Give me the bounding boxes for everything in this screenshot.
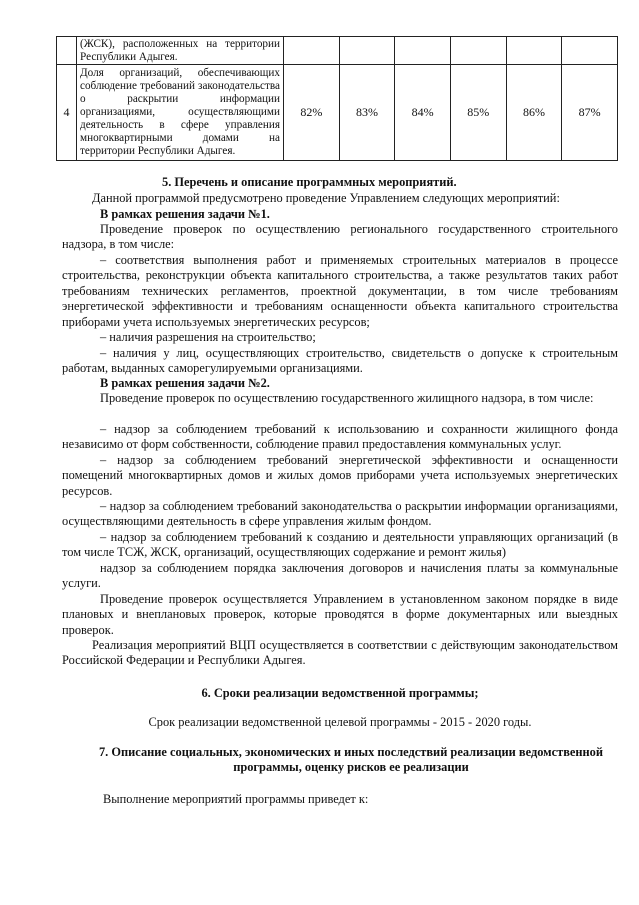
- implementation-paragraph: Реализация мероприятий ВЦП осуществляется в соответствии с действующим законодательством Российской Федерации и Республики Адыгея.: [62, 638, 618, 668]
- task1-item: – наличия у лиц, осуществляющих строительство, свидетельств о допуске к строительным работам, выданных саморегулируемыми организациями.: [62, 346, 618, 376]
- task1-heading: В рамках решения задачи №1.: [100, 207, 270, 221]
- task2-intro: Проведение проверок по осуществлению государственного жилищного надзора, в том числе:: [100, 391, 594, 405]
- value-2020: 87%: [562, 65, 618, 161]
- task2-item: – надзор за соблюдением требований энергетической эффективности и оснащенности помещений многоквартирных домов и жилых домов приборами учета используемых энергетических ресурсов.: [62, 453, 618, 498]
- task2-item: – надзор за соблюдением требований к использованию и сохранности жилищного фонда независимо от форм собственности, соблюдение правил предоставления коммунальных услуг.: [62, 422, 618, 452]
- task1-item: – наличия разрешения на строительство;: [100, 330, 316, 344]
- indicator-description: (ЖСК), расположенных на территории Республики Адыгея.: [77, 37, 284, 65]
- table-cell: [562, 37, 618, 65]
- table-row: [57, 37, 618, 65]
- row-number: [57, 37, 77, 65]
- table-cell: [506, 37, 562, 65]
- table-cell: [284, 37, 340, 65]
- indicator-description: Доля организаций, обеспечивающих соблюдение требований законодательства о раскрытии информации организациями, осуществляющими деятельность в сфере управления многоквартирными домами на территории Республики Адыгея.: [77, 65, 284, 161]
- section7-text: Выполнение мероприятий программы приведет к:: [103, 792, 369, 806]
- section5-heading: 5. Перечень и описание программных мероприятий.: [162, 175, 457, 189]
- task1-item: – соответствия выполнения работ и применяемых строительных материалов в процессе строительства, реконструкции объекта капитального строительства, а также результатов таких работ требованиям технических регламентов, проектной документации, в том числе требованиям энергетической эффективности и требованиям оснащенности объекта капитального строительства приборами учета используемых энергетических ресурсов;: [62, 253, 618, 329]
- task2-item: – надзор за соблюдением требований к созданию и деятельности управляющих организаций (в том числе ТСЖ, ЖСК, организаций, осуществляющих содержание и ремонт жилья): [62, 530, 618, 560]
- task2-item: надзор за соблюдением порядка заключения договоров и начисления платы за коммунальные услуги.: [62, 561, 618, 591]
- table-cell: [450, 37, 506, 65]
- section7-heading: 7. Описание социальных, экономических и иных последствий реализации ведомственной программы, оценку рисков ее реализации: [98, 745, 603, 775]
- section5-intro: Данной программой предусмотрено проведение Управлением следующих мероприятий:: [92, 191, 560, 205]
- value-2015: 82%: [284, 65, 340, 161]
- task1-intro: Проведение проверок по осуществлению регионального государственного строительного надзора, в том числе:: [62, 222, 618, 252]
- table-cell: [395, 37, 451, 65]
- section6-text: Срок реализации ведомственной целевой программы - 2015 - 2020 годы.: [148, 715, 532, 729]
- row-number: 4: [57, 65, 77, 161]
- table-row: [57, 65, 618, 161]
- value-2018: 85%: [450, 65, 506, 161]
- value-2019: 86%: [506, 65, 562, 161]
- table-cell: [339, 37, 395, 65]
- task2-heading: В рамках решения задачи №2.: [100, 376, 270, 390]
- indicators-table: [56, 36, 618, 161]
- checks-paragraph: Проведение проверок осуществляется Управлением в установленном законом порядке в виде плановых и внеплановых проверок, которые проводятся в форме документарных или выездных проверок.: [62, 592, 618, 637]
- value-2016: 83%: [339, 65, 395, 161]
- task2-item: – надзор за соблюдением требований законодательства о раскрытии информации организациями, осуществляющими деятельность в сфере управления жилым фондом.: [62, 499, 618, 529]
- section6-heading: 6. Сроки реализации ведомственной программы;: [201, 686, 479, 700]
- value-2017: 84%: [395, 65, 451, 161]
